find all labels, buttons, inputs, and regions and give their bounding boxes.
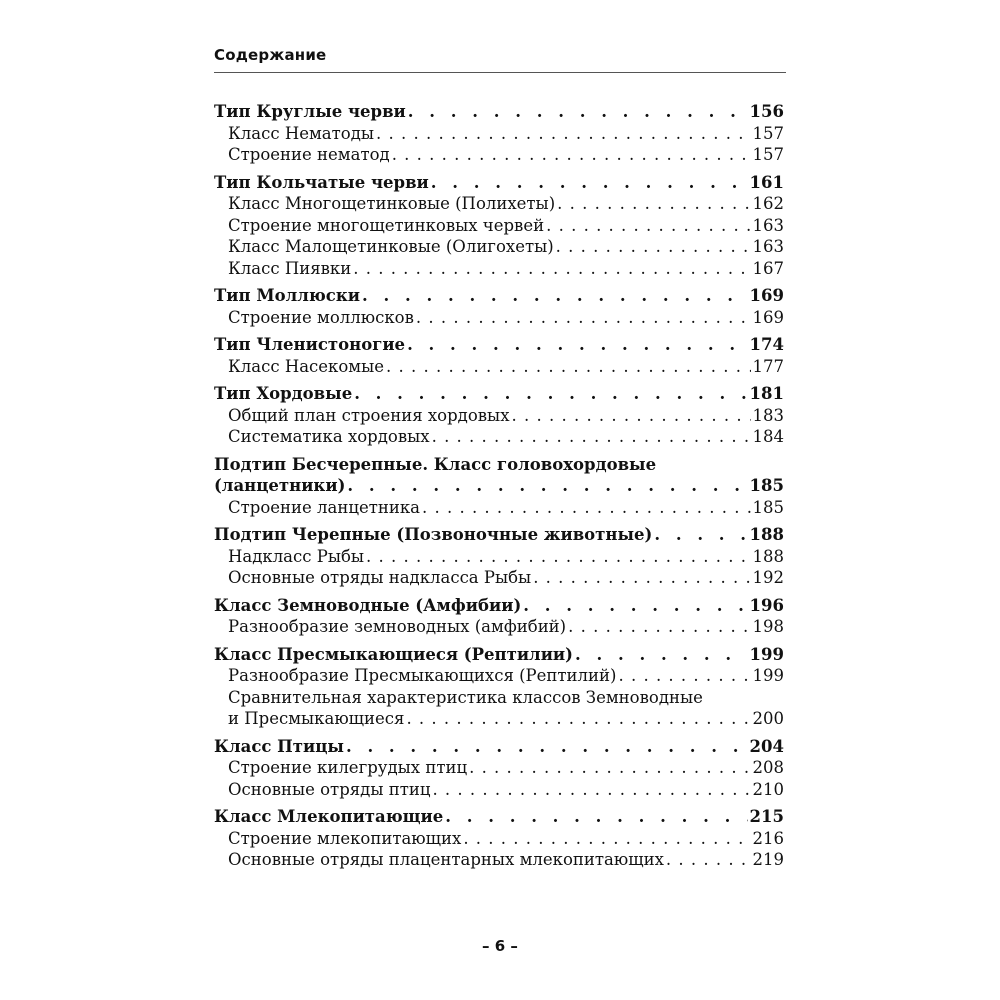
- page-number: – 6 –: [482, 937, 518, 955]
- toc-entry-sub[interactable]: Класс Насекомые . . . 177: [214, 356, 784, 378]
- toc-entry-sub[interactable]: Основные отряды надкласса Рыбы . . . 192: [214, 567, 784, 589]
- toc-entry-sub[interactable]: Основные отряды плацентарных млекопитающих . . . 219: [214, 849, 784, 871]
- page-ref: 192: [752, 568, 784, 587]
- toc-entry-sub[interactable]: Основные отряды птиц . . . 210: [214, 779, 784, 801]
- page-ref: 162: [752, 194, 784, 213]
- toc-entry-sub[interactable]: Строение ланцетника . . . 185: [214, 497, 784, 519]
- page-ref: 156: [749, 102, 784, 121]
- toc-entry-sub[interactable]: Класс Малощетинковые (Олигохеты) . . . 163: [214, 236, 784, 258]
- page-ref: 169: [752, 307, 784, 327]
- toc-section: [214, 454, 784, 519]
- toc-entry-sub-line1[interactable]: Сравнительная характеристика классов Земноводные: [228, 687, 703, 707]
- toc-entry-sub[interactable]: Общий план строения хордовых . . . 183: [214, 405, 784, 427]
- page-ref: 188: [749, 525, 784, 544]
- toc-section: [214, 101, 784, 166]
- page-ref: 174: [749, 335, 784, 354]
- header-divider: [214, 72, 786, 73]
- page-ref: 163: [752, 237, 784, 256]
- page-ref: 208: [752, 758, 784, 777]
- toc-entry-sub[interactable]: Строение многощетинковых червей . . . 163: [214, 215, 784, 237]
- page-ref: 198: [752, 617, 784, 636]
- page-ref: 204: [749, 736, 784, 756]
- toc-entry-main[interactable]: Тип Хордовые . . . 181: [214, 383, 784, 405]
- page-ref: 157: [752, 145, 784, 164]
- toc-entry-main[interactable]: (ланцетники) . . . 185: [214, 475, 784, 497]
- page-ref: 163: [752, 215, 784, 235]
- toc-section: [214, 736, 784, 801]
- toc-entry-sub[interactable]: Разнообразие земноводных (амфибий) . . . 198: [214, 616, 784, 638]
- toc-section: [214, 285, 784, 328]
- page-ref: 184: [752, 427, 784, 446]
- page-ref: 199: [752, 666, 784, 685]
- toc-entry-main[interactable]: Тип Моллюски . . . 169: [214, 285, 784, 307]
- toc-section: [214, 334, 784, 377]
- page-ref: 181: [749, 384, 784, 403]
- toc-entry-main[interactable]: Тип Кольчатые черви . . . 161: [214, 172, 784, 194]
- toc-entry-sub[interactable]: Класс Многощетинковые (Полихеты) . . . 162: [214, 193, 784, 215]
- toc-section: [214, 383, 784, 448]
- table-of-contents: [214, 101, 784, 877]
- page-header: [214, 46, 786, 64]
- toc-entry-sub[interactable]: Разнообразие Пресмыкающихся (Рептилий) . . . 199: [214, 665, 784, 687]
- page-ref: 161: [749, 172, 784, 192]
- page-ref: 199: [749, 644, 784, 664]
- page-ref: 185: [749, 476, 784, 495]
- toc-section: [214, 524, 784, 589]
- page-ref: 169: [749, 286, 784, 305]
- toc-entry-main[interactable]: Класс Птицы . . . 204: [214, 736, 784, 758]
- page-ref: 185: [752, 497, 784, 517]
- page-ref: 167: [752, 258, 784, 278]
- toc-section: [214, 806, 784, 871]
- toc-entry-sub[interactable]: Надкласс Рыбы . . . 188: [214, 546, 784, 568]
- toc-section: [214, 644, 784, 730]
- toc-entry-main[interactable]: Класс Пресмыкающиеся (Рептилии) . . . 199: [214, 644, 784, 666]
- page-ref: 216: [752, 828, 784, 848]
- page-ref: 219: [752, 850, 784, 869]
- toc-entry-sub[interactable]: Систематика хордовых . . . 184: [214, 426, 784, 448]
- toc-entry-sub[interactable]: Строение млекопитающих . . . 216: [214, 828, 784, 850]
- toc-entry-main[interactable]: Тип Круглые черви . . . 156: [214, 101, 784, 123]
- toc-entry-sub[interactable]: Класс Нематоды . . . 157: [214, 123, 784, 145]
- toc-entry-main[interactable]: Класс Млекопитающие . . . 215: [214, 806, 784, 828]
- toc-entry-sub[interactable]: Строение моллюсков . . . 169: [214, 307, 784, 329]
- toc-entry-main[interactable]: Тип Членистоногие . . . 174: [214, 334, 784, 356]
- page-title: Содержание: [214, 46, 327, 64]
- toc-entry-main[interactable]: Подтип Черепные (Позвоночные животные) . . . 188: [214, 524, 784, 546]
- page-ref: 157: [752, 123, 784, 143]
- page-ref: 215: [749, 807, 784, 826]
- toc-section: [214, 172, 784, 280]
- page-ref: 183: [752, 405, 784, 425]
- toc-entry-sub[interactable]: и Пресмыкающиеся . . . 200: [214, 708, 784, 730]
- toc-section: [214, 595, 784, 638]
- page-ref: 196: [749, 595, 784, 615]
- page-ref: 188: [752, 546, 784, 566]
- toc-entry-sub[interactable]: Строение нематод . . . 157: [214, 144, 784, 166]
- page-ref: 177: [752, 356, 784, 376]
- toc-entry-main-line1[interactable]: Подтип Бесчерепные. Класс головохордовые: [214, 454, 657, 474]
- toc-entry-sub[interactable]: Строение килегрудых птиц . . . 208: [214, 757, 784, 779]
- page-ref: 200: [752, 709, 784, 728]
- toc-entry-sub[interactable]: Класс Пиявки . . . 167: [214, 258, 784, 280]
- toc-entry-main[interactable]: Класс Земноводные (Амфибии) . . . 196: [214, 595, 784, 617]
- page-ref: 210: [752, 779, 784, 799]
